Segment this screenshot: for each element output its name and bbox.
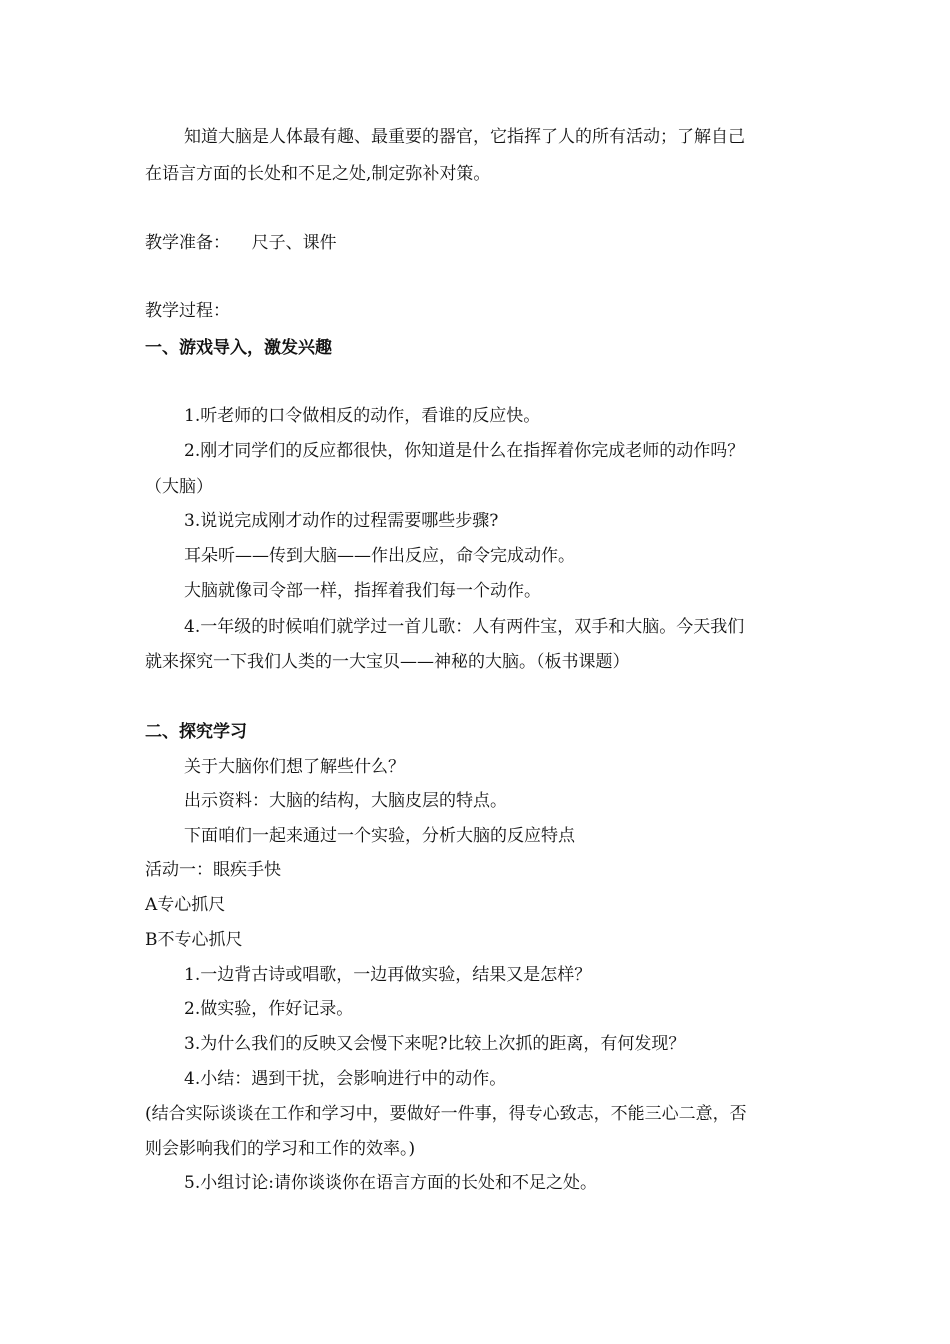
activity-remark-line-2: 则会影响我们的学习和工作的效率。) bbox=[145, 1139, 416, 1159]
step-1-1: 1.听老师的口令做相反的动作，看谁的反应快。 bbox=[184, 406, 541, 426]
step-1-3-note: 大脑就像司令部一样，指挥着我们每一个动作。 bbox=[184, 581, 541, 601]
step-1-3-detail: 耳朵听——传到大脑——作出反应，命令完成动作。 bbox=[184, 546, 575, 566]
activity-step-2: 2.做实验，作好记录。 bbox=[184, 999, 354, 1019]
activity-option-a: A专心抓尺 bbox=[145, 895, 226, 915]
inquiry-question: 关于大脑你们想了解些什么？ bbox=[184, 757, 405, 777]
process-label: 教学过程： bbox=[145, 301, 230, 321]
activity-option-b: B不专心抓尺 bbox=[145, 930, 243, 950]
activity-step-5: 5.小组讨论:请你谈谈你在语言方面的长处和不足之处。 bbox=[184, 1173, 597, 1193]
objective-line-2: 在语言方面的长处和不足之处,制定弥补对策。 bbox=[145, 164, 491, 184]
inquiry-experiment: 下面咱们一起来通过一个实验，分析大脑的反应特点 bbox=[184, 826, 575, 846]
objective-line-1: 知道大脑是人体最有趣、最重要的器官，它指挥了人的所有活动；了解自己 bbox=[184, 127, 745, 147]
preparation-line: 教学准备： 尺子、课件 bbox=[145, 233, 337, 253]
inquiry-materials: 出示资料：大脑的结构，大脑皮层的特点。 bbox=[184, 791, 507, 811]
section-heading-2: 二、探究学习 bbox=[145, 722, 247, 742]
activity-title: 活动一：眼疾手快 bbox=[145, 860, 281, 880]
step-1-2: 2.刚才同学们的反应都很快，你知道是什么在指挥着你完成老师的动作吗？ bbox=[184, 441, 745, 461]
activity-step-4: 4.小结：遇到干扰，会影响进行中的动作。 bbox=[184, 1069, 507, 1089]
activity-remark-line-1: (结合实际谈谈在工作和学习中，要做好一件事，得专心致志，不能三心二意，否 bbox=[145, 1104, 747, 1124]
step-1-4-line-1: 4.一年级的时候咱们就学过一首儿歌：人有两件宝，双手和大脑。今天我们 bbox=[184, 617, 745, 637]
step-1-2-answer: （大脑） bbox=[145, 477, 213, 497]
activity-step-1: 1.一边背古诗或唱歌，一边再做实验，结果又是怎样？ bbox=[184, 965, 592, 985]
step-1-4-line-2: 就来探究一下我们人类的一大宝贝——神秘的大脑。（板书课题） bbox=[145, 652, 630, 672]
section-heading-1: 一、游戏导入，激发兴趣 bbox=[145, 338, 332, 358]
activity-step-3: 3.为什么我们的反映又会慢下来呢?比较上次抓的距离，有何发现？ bbox=[184, 1034, 686, 1054]
step-1-3: 3.说说完成刚才动作的过程需要哪些步骤? bbox=[184, 511, 499, 531]
